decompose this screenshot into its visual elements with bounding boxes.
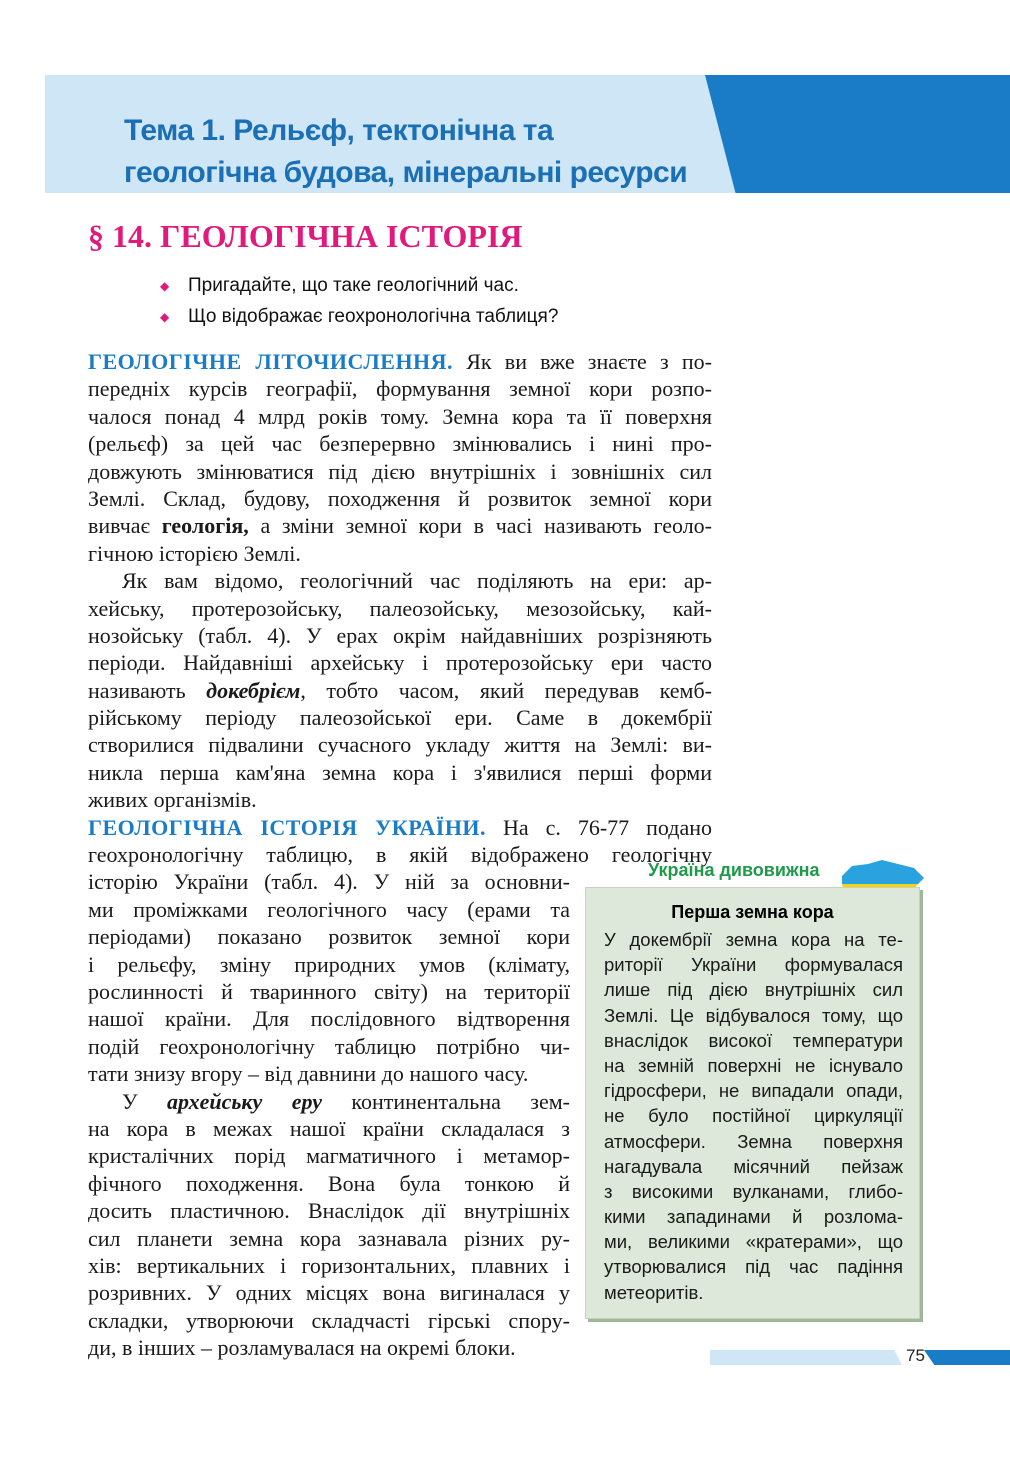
fact-line: лише під дією внутрішніх сил (604, 979, 903, 1001)
text-line (88, 458, 712, 485)
question-item (160, 301, 558, 332)
text-line (88, 1060, 570, 1087)
text-run: а зміни земної кори в часі називають геоло- (248, 513, 712, 539)
text-line (88, 348, 712, 375)
text-run: рійському періоду палеозойської ери. Саме в докембрії (88, 705, 712, 731)
text-run: хейську, протерозойську, палеозойську, мезозойську, кай- (88, 595, 712, 621)
text-run: досить пластичною. Внаслідок дії внутрішніх (88, 1198, 570, 1224)
text-line (88, 1142, 570, 1169)
fact-line: кими западинами й розлома- (604, 1206, 903, 1228)
fact-line: У докембрії земна кора на те- (604, 929, 903, 950)
emphasis-term: геологія, (161, 513, 249, 539)
footer-bar (710, 1350, 902, 1365)
text-line (88, 1279, 570, 1306)
question-item (160, 270, 558, 301)
fact-line: не було постійної циркуляції (604, 1105, 903, 1127)
text-run: На с. 76-77 подано (486, 814, 712, 840)
text-line (88, 567, 712, 594)
text-run: складки, утворюючи складчасті гірські спору- (88, 1307, 570, 1333)
text-run: історію України (табл. 4). У ній за основни- (88, 869, 570, 895)
fact-line: на земній поверхні не існувало (604, 1054, 903, 1076)
text-run: хів: вертикальних і горизонтальних, плавних і (88, 1252, 570, 1278)
text-line (88, 896, 570, 923)
topic-title-line: геологічна будова, мінеральні ресурси (124, 156, 688, 189)
text-line (88, 1334, 570, 1361)
text-line (88, 978, 570, 1005)
text-run: рослинності й тваринного світу) на території (88, 978, 570, 1004)
footer-accent-bar (924, 1350, 1010, 1365)
text-run: називають (88, 677, 207, 703)
text-line (88, 1088, 570, 1115)
fact-line: внаслідок високої температури (604, 1029, 903, 1051)
text-run: никла перша кам'яна земна кора і з'явилися перші форми (88, 759, 712, 785)
text-run: кристалічних порід магматичного і метамор- (88, 1143, 570, 1169)
question-text: Що відображає геохронологічна таблиця? (188, 305, 559, 327)
subheading: ГЕОЛОГІЧНЕ ЛІТОЧИСЛЕННЯ. (88, 349, 454, 374)
text-line (88, 512, 712, 539)
text-line (88, 868, 570, 895)
text-run: , тобто часом, який передував кемб- (300, 677, 712, 703)
text-run: У (122, 1088, 168, 1114)
text-line (88, 1170, 570, 1197)
diamond-bullet-icon: ◆ (160, 309, 170, 324)
text-run: Як вам відомо, геологічний час поділяють на ери: ар- (122, 568, 712, 594)
text-line (88, 649, 712, 676)
diamond-bullet-icon: ◆ (160, 278, 170, 293)
fact-line: метеоритів. (604, 1281, 704, 1303)
fact-rubric: Україна дивовижна (648, 860, 820, 880)
topic-title-line: Тема 1. Рельєф, тектонічна та (124, 114, 554, 147)
text-line (88, 1307, 570, 1334)
text-line (88, 622, 712, 649)
fact-line: утворювалися під час падіння (604, 1256, 903, 1278)
fact-line: атмосфери. Земна поверхня (604, 1130, 903, 1152)
text-run: гічною історією Землі. (88, 540, 301, 566)
text-run: Землі. Склад, будову, походження й розвиток земної кори (88, 485, 712, 511)
text-line (88, 731, 712, 758)
text-run: створилися підвалини сучасного укладу життя на Землі: ви- (88, 732, 712, 758)
text-run: ди, в інших – розламувалася на окремі блоки. (88, 1335, 516, 1361)
fact-box (585, 887, 920, 1319)
emphasis-term: архейську еру (167, 1088, 322, 1114)
text-run: сил планети земна кора зазнавала різних ру- (88, 1225, 570, 1251)
text-run: нозойську (табл. 4). У ерах окрім найдавніших розрізняють (88, 622, 712, 648)
text-run: подій геохронологічну таблицю потрібно чи- (88, 1033, 570, 1059)
emphasis-term: докебрієм (206, 677, 301, 703)
section-title: § 14. ГЕОЛОГІЧНА ІСТОРІЯ (88, 218, 523, 254)
text-run: вивчає (88, 513, 162, 539)
text-line (88, 485, 712, 512)
text-line (88, 1197, 570, 1224)
fact-title: Перша земна кора (671, 902, 834, 922)
text-line (88, 1225, 570, 1252)
text-run: чалося понад 4 млрд років тому. Земна кора та її поверхня (88, 403, 712, 429)
text-line (88, 430, 712, 457)
text-line (88, 951, 570, 978)
fact-line: з високими вулканами, глибо- (604, 1180, 903, 1202)
text-run: живих організмів. (88, 787, 257, 813)
topic-banner-accent (705, 75, 1010, 193)
text-run: геохронологічну таблицю, в якій відображено геологічну (88, 842, 712, 868)
text-line (88, 1005, 570, 1032)
fact-line: ми, великими «кратерами», що (604, 1231, 903, 1253)
topic-title (124, 110, 687, 194)
text-run: Як ви вже знаєте з по- (453, 349, 712, 374)
text-run: нашої країни. Для послідовного відтворення (88, 1006, 570, 1032)
text-run: тати знизу вгору – від давнини до нашого часу. (88, 1061, 529, 1087)
text-run: на кора в межах нашої країни складалася з (88, 1115, 570, 1141)
fact-text (604, 927, 903, 1305)
text-run: і рельєфу, зміну природних умов (клімату, (88, 951, 570, 977)
fact-line: гідросфери, не випадали опади, (604, 1080, 903, 1102)
text-line (88, 923, 570, 950)
text-line (88, 759, 712, 786)
text-line (88, 677, 712, 704)
text-run: довжують змінюватися під дією внутрішніх і зовнішніх сил (88, 458, 712, 484)
text-line (88, 786, 712, 813)
fact-line: Землі. Це відбувалося тому, що (604, 1004, 903, 1026)
text-line (88, 704, 712, 731)
text-line (88, 595, 712, 622)
text-line (88, 814, 712, 841)
fact-line: нагадувала місячний пейзаж (604, 1155, 903, 1177)
review-questions (160, 270, 558, 332)
fact-line: риторії України формувалася (604, 954, 903, 976)
text-line (88, 841, 712, 868)
subheading: ГЕОЛОГІЧНА ІСТОРІЯ УКРАЇНИ. (88, 814, 487, 840)
text-run: періоди. Найдавніші архейську і протерозойську ери часто (88, 650, 712, 676)
text-line (88, 1252, 570, 1279)
text-line (88, 1115, 570, 1142)
text-run: розривних. У одних місцях вона вигиналася у (88, 1280, 570, 1306)
text-line (88, 540, 712, 567)
text-run: передніх курсів географії, формування земної кори розпо- (88, 376, 712, 402)
text-run: ми проміжками геологічного часу (ерами та (88, 896, 570, 922)
question-text: Пригадайте, що таке геологічний час. (188, 274, 519, 296)
text-run: фічного походження. Вона була тонкою й (88, 1170, 570, 1196)
text-run: континентальна зем- (321, 1088, 570, 1114)
text-line (88, 1033, 570, 1060)
text-run: періодами) показано розвиток земної кори (88, 924, 570, 950)
page-number: 75 (906, 1346, 925, 1365)
text-line (88, 375, 712, 402)
text-run: (рельєф) за цей час безперервно змінювались і нині про- (88, 431, 712, 457)
text-line (88, 403, 712, 430)
